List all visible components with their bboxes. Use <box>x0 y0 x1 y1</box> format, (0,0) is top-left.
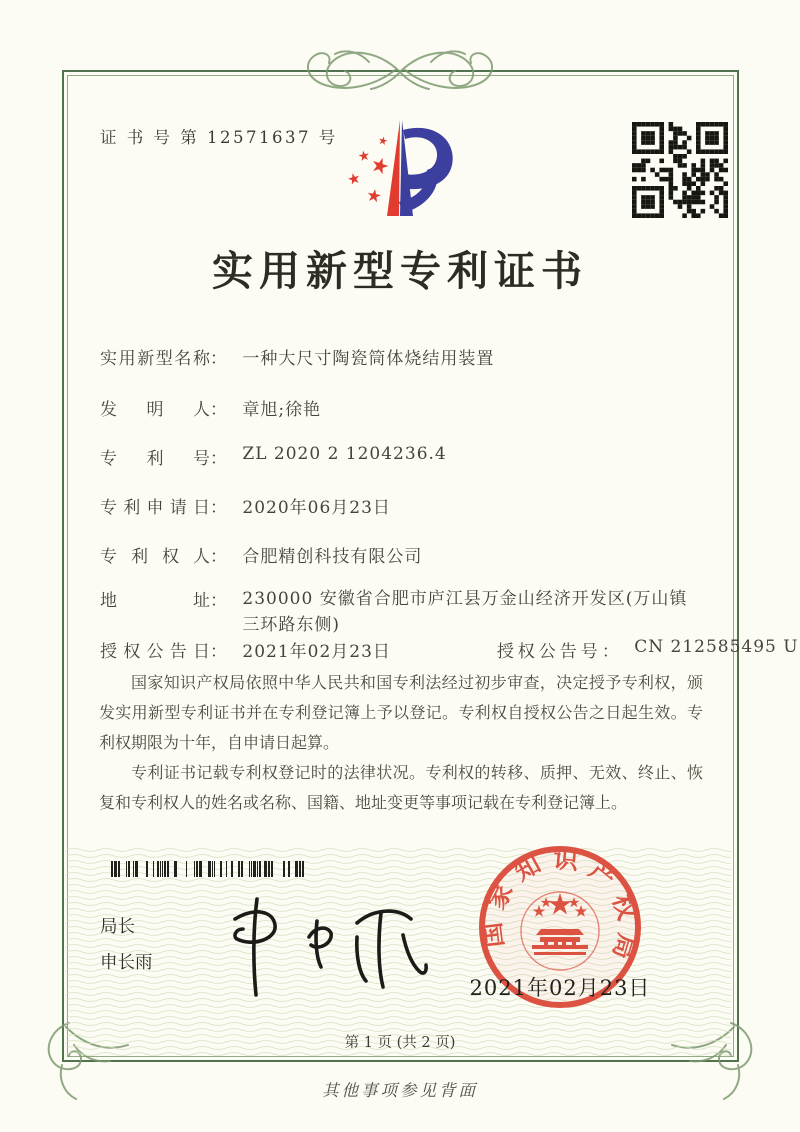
field-row-utility-name <box>100 344 494 369</box>
page-number: 第 1 页 (共 2 页) <box>344 1035 456 1051</box>
field-label: 专利号 <box>100 449 210 469</box>
field-value: 2021年02月23日 <box>242 642 391 662</box>
field-colon: ： <box>210 449 227 469</box>
field-colon: ： <box>210 400 227 420</box>
field-value: 一种大尺寸陶瓷筒体烧结用装置 <box>242 349 495 369</box>
field-label: 发明人 <box>100 400 210 420</box>
back-side-note: 其他事项参见背面 <box>322 1081 478 1100</box>
field-value: 章旭;徐艳 <box>242 400 322 420</box>
field-colon: ： <box>601 642 619 662</box>
field-value: ZL 2020 2 1204236.4 <box>242 444 447 464</box>
certificate-title: 实用新型专利证书 <box>212 247 588 295</box>
field-row-patent-number <box>100 444 447 469</box>
legal-paragraph-2: 专利证书记载专利权登记时的法律状况。专利权的转移、质押、无效、终止、恢复和专利权人的姓名或名称、国籍、地址变更等事项记载在专利登记簿上。 <box>99 763 703 813</box>
field-label: 专利申请日 <box>100 498 210 518</box>
field-value: CN 212585495 U <box>634 637 799 657</box>
certificate-number: 证 书 号 第 12571637 号 <box>100 128 338 147</box>
field-value: 合肥精创科技有限公司 <box>242 547 423 567</box>
commissioner-title: 局长 <box>100 917 135 937</box>
seal-text: 国家知识产权局 <box>477 844 643 963</box>
commissioner-block <box>100 910 153 982</box>
qr-code <box>632 122 728 218</box>
field-colon: ： <box>210 642 227 662</box>
barcode <box>111 861 312 877</box>
field-label: 授权公告日 <box>100 642 210 662</box>
field-label: 授权公告号 <box>496 642 602 662</box>
seal-date: 2021年02月23日 <box>469 976 651 1000</box>
legal-text-block <box>99 668 703 818</box>
field-row-grant-date <box>100 637 799 662</box>
commissioner-signature-icon <box>205 885 445 1000</box>
cnipa-logo-icon <box>333 108 473 232</box>
commissioner-name: 申长雨 <box>100 952 153 973</box>
field-label: 实用新型名称 <box>100 349 210 369</box>
field-colon: ： <box>210 591 227 611</box>
field-row-address <box>100 586 697 639</box>
field-row-filing-date <box>100 493 391 518</box>
field-colon: ： <box>210 349 227 369</box>
field-colon: ： <box>210 498 227 518</box>
field-colon: ： <box>210 547 227 567</box>
field-label: 专利权人 <box>100 547 210 567</box>
field-label: 地址 <box>100 591 210 611</box>
field-row-patentee <box>100 542 422 567</box>
field-value: 230000 安徽省合肥市庐江县万金山经济开发区(万山镇三环路东侧) <box>242 589 688 636</box>
legal-paragraph-1: 国家知识产权局依照中华人民共和国专利法经过初步审查，决定授予专利权，颁发实用新型专利证书并在专利登记簿上予以登记。专利权自授权公告之日起生效。专利权期限为十年，自申请日起算。 <box>99 673 703 753</box>
field-value: 2020年06月23日 <box>242 498 391 518</box>
field-row-inventor <box>100 395 321 420</box>
